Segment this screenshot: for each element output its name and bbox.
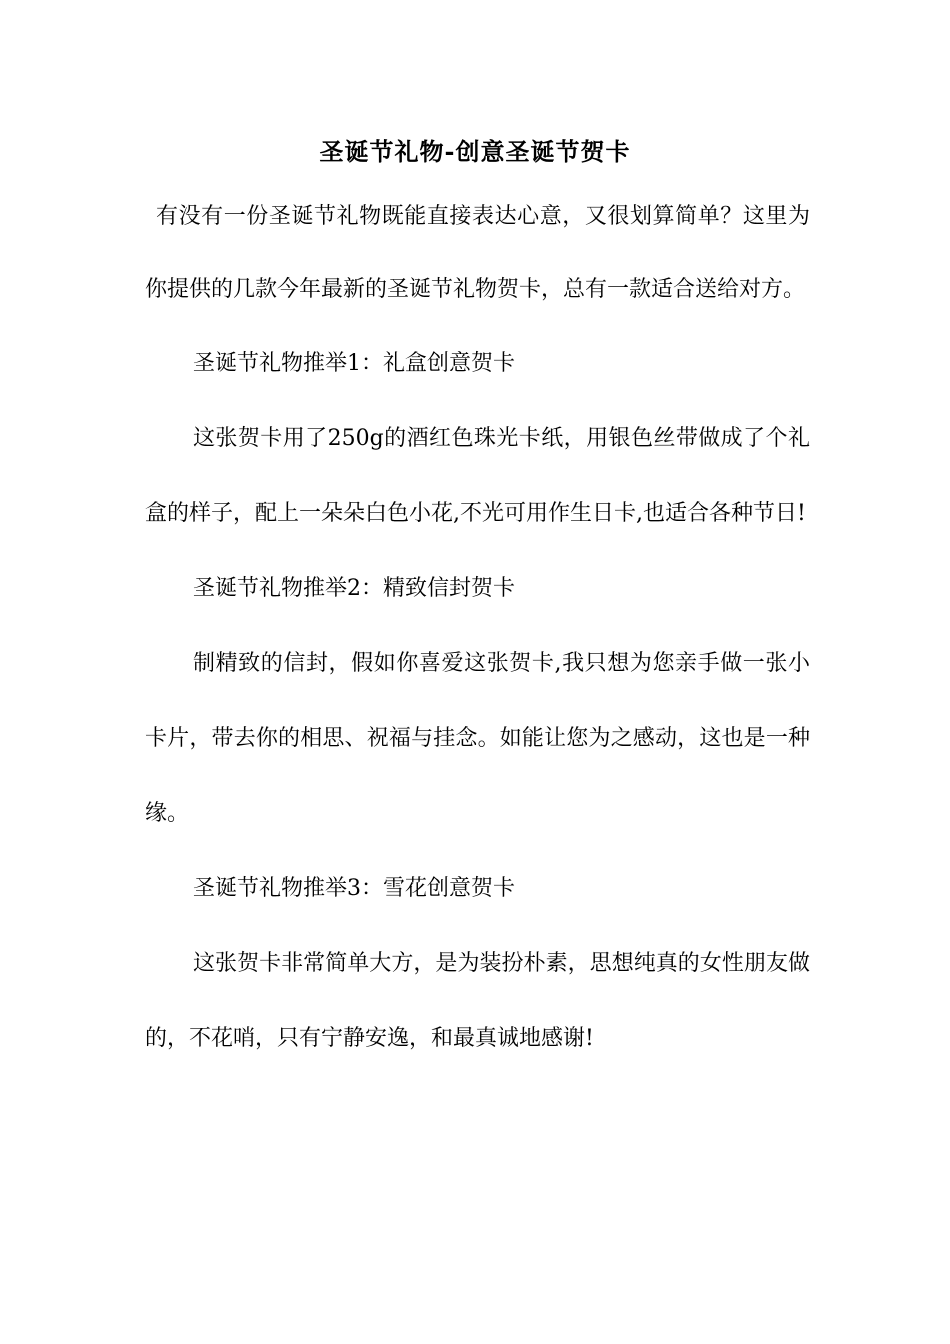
intro-paragraph: 有没有一份圣诞节礼物既能直接表达心意，又很划算简单？这里为你提供的几款今年最新的圣诞节礼物贺卡，总有一款适合送给对方。 — [145, 204, 810, 302]
section-heading-2: 圣诞节礼物推举2：精致信封贺卡 — [193, 576, 515, 601]
section-paragraph-1: 这张贺卡用了250g的酒红色珠光卡纸，用银色丝带做成了个礼盒的样子，配上一朵朵白色小花,不光可用作生日卡,也适合各种节日! — [145, 426, 810, 526]
document-body — [145, 180, 810, 1076]
section-heading-1: 圣诞节礼物推举1：礼盒创意贺卡 — [193, 351, 515, 376]
section-heading-3: 圣诞节礼物推举3：雪花创意贺卡 — [193, 876, 515, 901]
section-paragraph-2: 制精致的信封，假如你喜爱这张贺卡,我只想为您亲手做一张小卡片，带去你的相思、祝福与挂念。如能让您为之感动，这也是一种缘。 — [145, 651, 810, 826]
section-paragraph-3: 这张贺卡非常简单大方，是为装扮朴素，思想纯真的女性朋友做的，不花哨，只有宁静安逸，和最真诚地感谢! — [145, 951, 810, 1051]
document-title: 圣诞节礼物-创意圣诞节贺卡 — [319, 137, 631, 166]
